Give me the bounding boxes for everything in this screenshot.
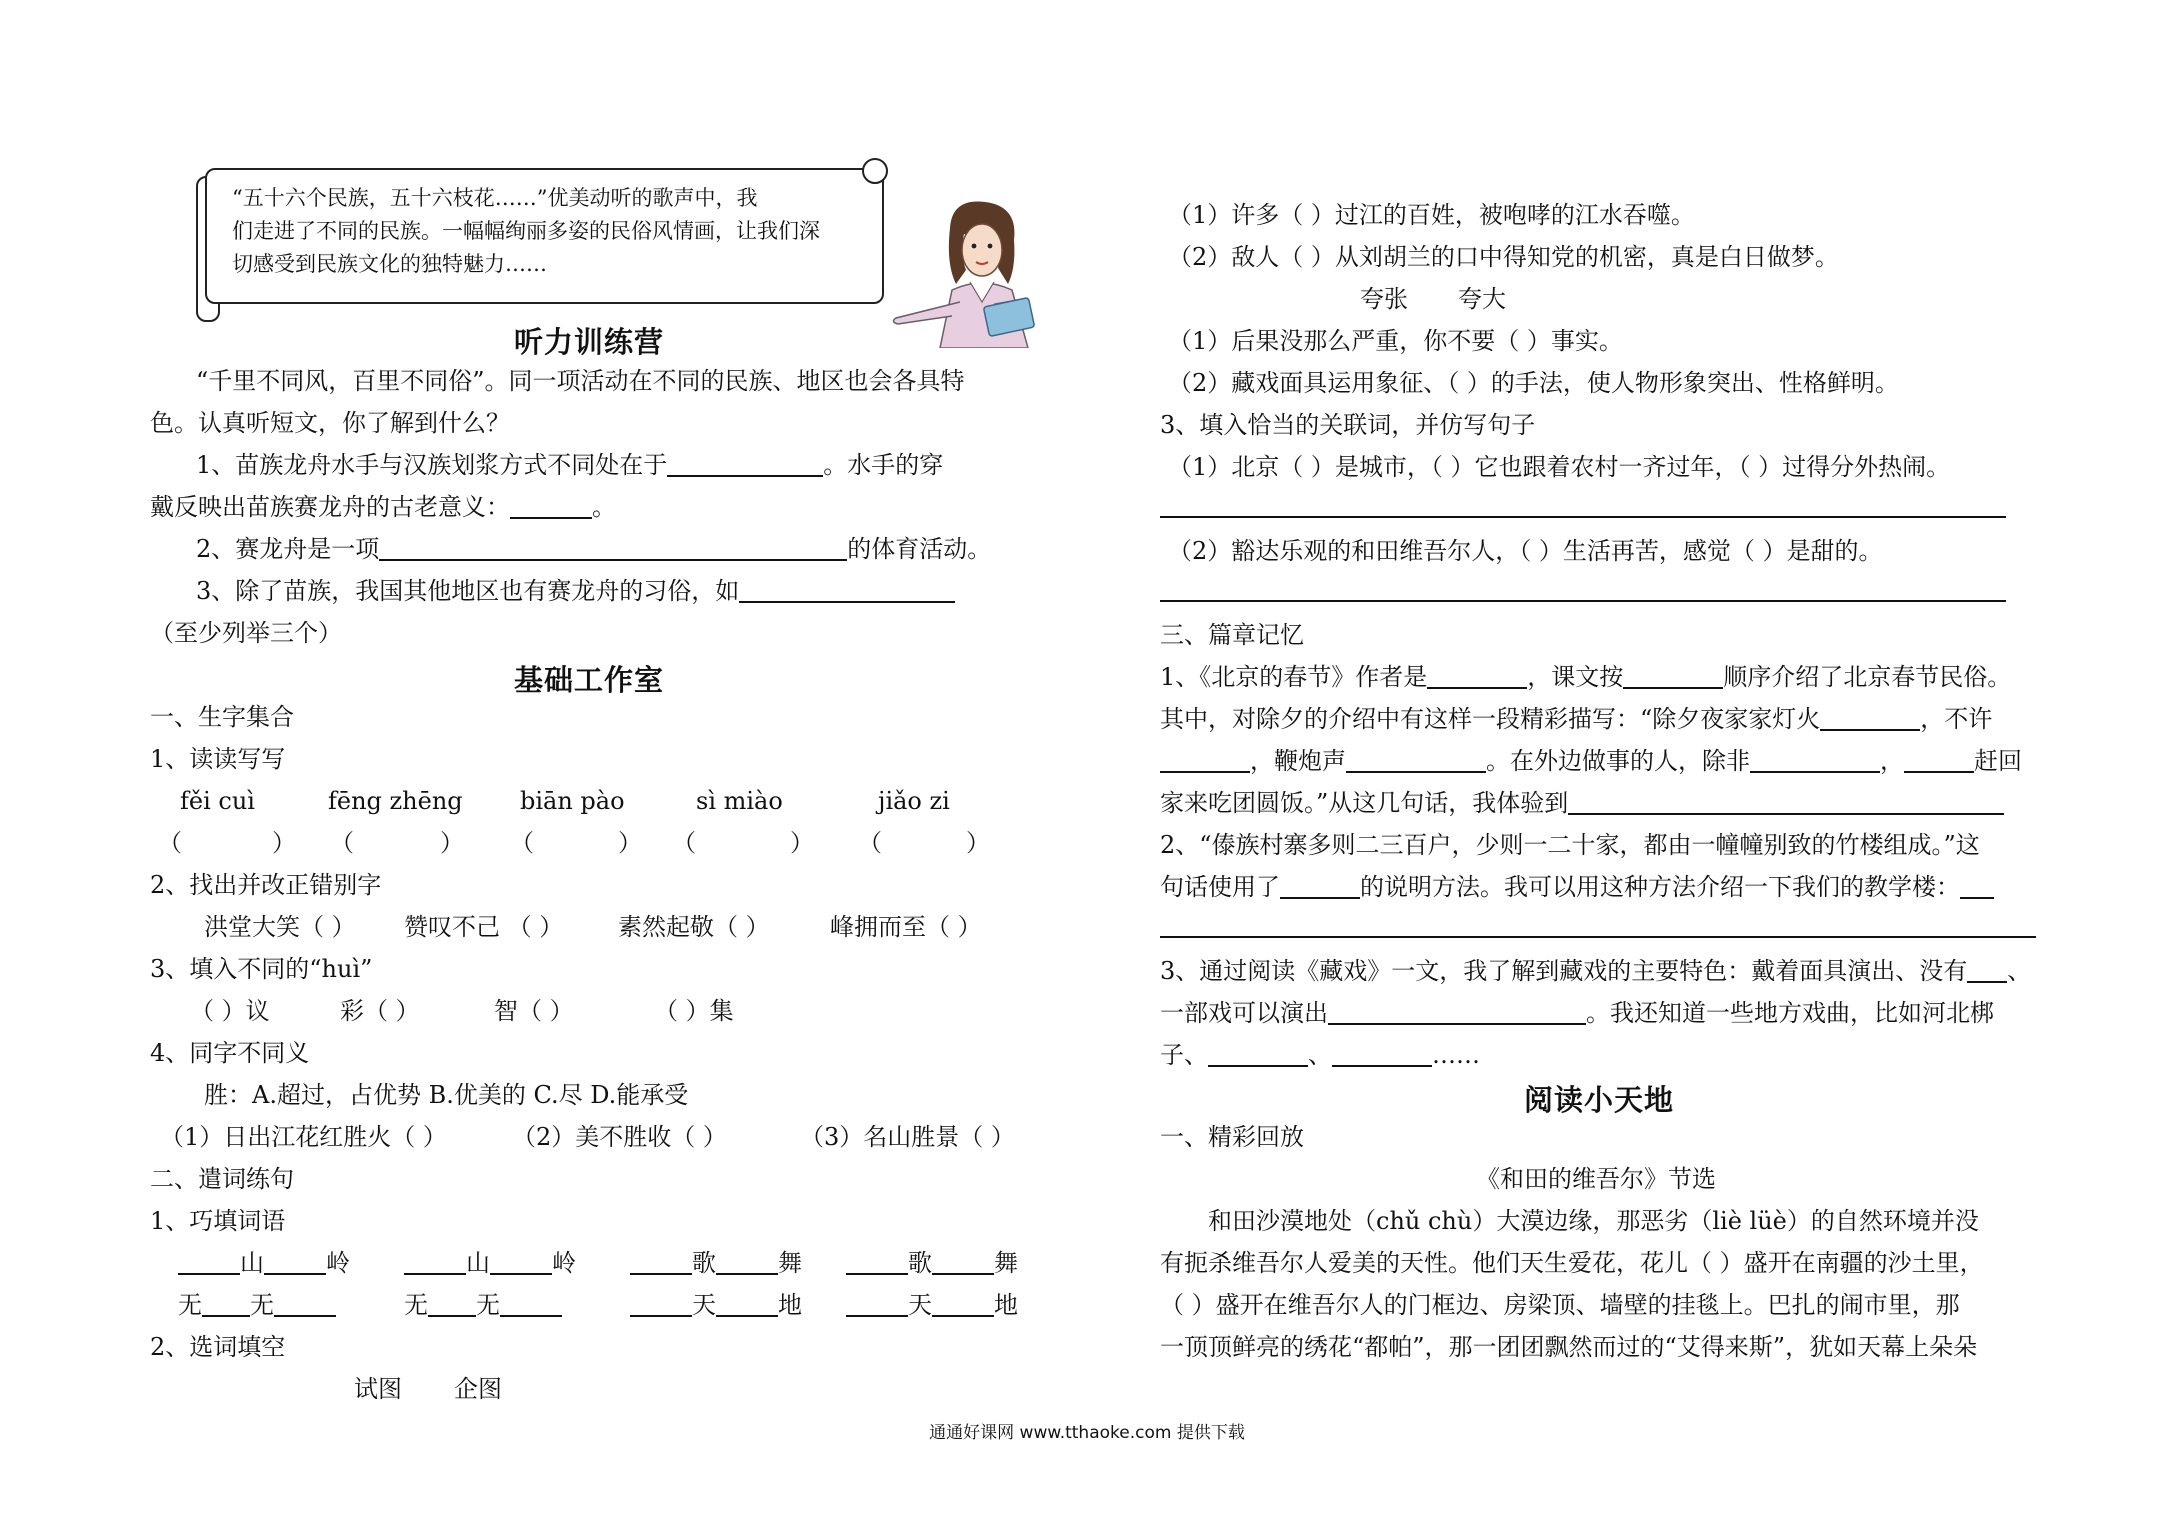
idiom-char: 无 <box>404 1291 428 1319</box>
q1-text: 。 <box>592 493 616 521</box>
listening-q1 <box>196 448 943 482</box>
answer-blank[interactable] <box>1960 871 1994 899</box>
memory-q1-cont <box>1160 744 2022 778</box>
answer-line[interactable] <box>1160 936 2036 938</box>
answer-blank[interactable] <box>274 1289 336 1317</box>
typo-item: 素然起敬（ ） <box>618 913 770 941</box>
memory-text: 、 <box>1308 1041 1332 1069</box>
answer-blank[interactable] <box>846 1289 908 1317</box>
idiom-char: 地 <box>994 1291 1018 1319</box>
idiom-char: 歌 <box>908 1249 932 1277</box>
memory-text: 其中，对除夕的介绍中有这样一段精彩描写：“除夕夜家家灯火 <box>1160 705 1821 733</box>
passage-line: （ ）盛开在维吾尔人的门框边、房梁顶、墙壁的挂毯上。巴扎的闹市里，那 <box>1160 1291 1960 1319</box>
footer-credit: 通通好课网 www.tthaoke.com 提供下载 <box>929 1423 1245 1443</box>
answer-blank[interactable] <box>932 1289 994 1317</box>
answer-line[interactable] <box>1160 516 2006 518</box>
word-choice: 试图 <box>354 1375 402 1403</box>
q1-text: 1、苗族龙舟水手与汉族划浆方式不同处在于 <box>196 451 668 479</box>
answer-blank[interactable] <box>428 1289 476 1317</box>
bracket-close: ） <box>440 829 464 857</box>
q2-text: 的体育活动。 <box>847 535 992 563</box>
answer-blank[interactable] <box>1904 745 1974 773</box>
conjunction-sentence: （2）豁达乐观的和田维吾尔人，（ ）生活再苦，感觉（ ）是甜的。 <box>1168 537 1883 565</box>
idiom-fill <box>178 1246 350 1280</box>
memory-text: 子、 <box>1160 1041 1208 1069</box>
section-heading: 一、精彩回放 <box>1160 1123 1304 1151</box>
listening-q2 <box>196 532 991 566</box>
q3-text: 3、除了苗族，我国其他地区也有赛龙舟的习俗，如 <box>196 577 740 605</box>
answer-blank[interactable] <box>1208 1039 1308 1067</box>
pinyin-item: sì miào <box>696 787 783 815</box>
choice-sentence: （2）藏戏面具运用象征、（ ）的手法，使人物形象突出、性格鲜明。 <box>1168 369 1899 397</box>
memory-text: 句话使用了 <box>1160 873 1280 901</box>
bracket-close: ） <box>618 829 642 857</box>
teacher-illustration <box>890 198 1062 348</box>
answer-blank[interactable] <box>264 1247 326 1275</box>
scroll-roll-right <box>862 158 888 184</box>
listening-title: 听力训练营 <box>514 325 665 359</box>
subsection-heading: 1、巧填词语 <box>150 1207 286 1235</box>
intro-line: 切感受到民族文化的独特魅力…… <box>232 252 547 276</box>
idiom-char: 舞 <box>778 1249 802 1277</box>
memory-q3 <box>1160 954 2031 988</box>
section-heading: 三、篇章记忆 <box>1160 621 1304 649</box>
hui-item: （ ）集 <box>654 997 734 1025</box>
idiom-char: 岭 <box>552 1249 576 1277</box>
hui-item: （ ）议 <box>190 997 270 1025</box>
listening-q3 <box>196 574 955 608</box>
memory-text: …… <box>1432 1041 1480 1069</box>
idiom-char: 山 <box>240 1249 264 1277</box>
answer-blank[interactable] <box>630 1247 692 1275</box>
memory-text: 一部戏可以演出 <box>1160 999 1328 1027</box>
idiom-char: 天 <box>692 1291 716 1319</box>
answer-blank[interactable] <box>1623 661 1723 689</box>
passage-line: 和田沙漠地处（chǔ chù）大漠边缘，那恶劣（liè lüè）的自然环境并没 <box>1208 1207 1979 1235</box>
idiom-fill <box>630 1288 802 1322</box>
idiom-char: 歌 <box>692 1249 716 1277</box>
choice-sentence: （2）敌人（ ）从刘胡兰的口中得知党的机密，真是白日做梦。 <box>1168 243 1839 271</box>
answer-blank[interactable] <box>510 491 592 519</box>
section-heading: 二、遣词练句 <box>150 1165 294 1193</box>
answer-blank[interactable] <box>630 1289 692 1317</box>
answer-blank[interactable] <box>716 1247 778 1275</box>
memory-text: ，不许 <box>1920 705 1993 733</box>
memory-q3-cont <box>1160 1038 1480 1072</box>
choice-sentence: （1）后果没那么严重，你不要（ ）事实。 <box>1168 327 1623 355</box>
memory-text: 、 <box>2007 957 2032 985</box>
bracket-close: ） <box>966 829 990 857</box>
answer-blank[interactable] <box>1346 745 1486 773</box>
subsection-heading: 4、同字不同义 <box>150 1039 310 1067</box>
bracket-open: （ <box>158 829 182 857</box>
idiom-char: 无 <box>250 1291 274 1319</box>
idiom-fill <box>630 1246 802 1280</box>
listening-intro: “千里不同风，百里不同俗”。同一项活动在不同的民族、地区也会各具特 <box>196 367 965 395</box>
answer-blank[interactable] <box>1280 871 1360 899</box>
memory-q1-cont <box>1160 702 1992 736</box>
answer-blank[interactable] <box>1820 703 1920 731</box>
listening-q1-cont <box>150 490 616 524</box>
memory-text: 1、《北京的春节》作者是 <box>1160 663 1428 691</box>
memory-text: 3、通过阅读《藏戏》一文，我了解到藏戏的主要特色：戴着面具演出、没有 <box>1160 957 1968 985</box>
answer-blank[interactable] <box>667 449 823 477</box>
bracket-open: （ <box>858 829 882 857</box>
answer-blank[interactable] <box>178 1247 240 1275</box>
answer-line[interactable] <box>1160 600 2006 602</box>
subsection-heading: 3、填入恰当的关联词，并仿写句子 <box>1160 411 1536 439</box>
q1-text: 戴反映出苗族赛龙舟的古老意义： <box>150 493 510 521</box>
sheng-item: （3）名山胜景（ ） <box>800 1123 1015 1151</box>
word-choice: 夸大 <box>1458 285 1506 313</box>
listening-q3-note: （至少列举三个） <box>150 619 342 647</box>
idiom-fill <box>846 1246 1018 1280</box>
bracket-close: ） <box>790 829 814 857</box>
word-choice: 企图 <box>454 1375 502 1403</box>
choice-sentence: （1）许多（ ）过江的百姓，被咆哮的江水吞噬。 <box>1168 201 1695 229</box>
sheng-item: （2）美不胜收（ ） <box>512 1123 727 1151</box>
answer-blank[interactable] <box>1750 745 1880 773</box>
bracket-open: （ <box>510 829 534 857</box>
answer-blank[interactable] <box>716 1289 778 1317</box>
memory-text: ，鞭炮声 <box>1250 747 1346 775</box>
hui-item: 彩（ ） <box>340 997 420 1025</box>
memory-text: ，课文按 <box>1527 663 1624 691</box>
answer-blank[interactable] <box>846 1247 908 1275</box>
excerpt-title: 《和田的维吾尔》节选 <box>1476 1165 1716 1193</box>
basics-title: 基础工作室 <box>514 663 665 697</box>
typo-item: 赞叹不己 （ ） <box>404 913 564 941</box>
sheng-item: （1）日出江花红胜火（ ） <box>160 1123 447 1151</box>
idiom-char: 天 <box>908 1291 932 1319</box>
idiom-fill <box>846 1288 1018 1322</box>
answer-blank[interactable] <box>739 575 955 603</box>
subsection-heading: 2、找出并改正错别字 <box>150 871 382 899</box>
memory-text: 赶回 <box>1974 747 2022 775</box>
typo-item: 洪堂大笑（ ） <box>204 913 356 941</box>
answer-blank[interactable] <box>379 533 847 561</box>
memory-text: ， <box>1880 747 1904 775</box>
answer-blank[interactable] <box>500 1289 562 1317</box>
idiom-char: 岭 <box>326 1249 350 1277</box>
q1-text: 。水手的穿 <box>823 451 944 479</box>
memory-text: 。我还知道一些地方戏曲，比如河北梆 <box>1586 999 1994 1027</box>
intro-text <box>232 182 872 281</box>
memory-text: 的说明方法。我可以用这种方法介绍一下我们的教学楼： <box>1360 873 1960 901</box>
subsection-heading: 1、读读写写 <box>150 745 286 773</box>
bracket-open: （ <box>672 829 696 857</box>
idiom-fill <box>404 1246 576 1280</box>
idiom-char: 舞 <box>994 1249 1018 1277</box>
answer-blank[interactable] <box>1160 745 1250 773</box>
memory-text: 。在外边做事的人，除非 <box>1486 747 1750 775</box>
idiom-fill <box>404 1288 562 1322</box>
answer-blank[interactable] <box>1967 955 2007 983</box>
conjunction-sentence: （1）北京（ ）是城市，（ ）它也跟着农村一齐过年，（ ）过得分外热闹。 <box>1168 453 1951 481</box>
reading-title: 阅读小天地 <box>1524 1083 1675 1117</box>
intro-line: “五十六个民族，五十六枝花……”优美动听的歌声中，我 <box>232 186 758 210</box>
answer-blank[interactable] <box>1328 997 1586 1025</box>
idiom-char: 无 <box>178 1291 202 1319</box>
passage-line: 有扼杀维吾尔人爱美的天性。他们天生爱花，花儿（ ）盛开在南疆的沙土里， <box>1160 1249 1984 1277</box>
bracket-open: （ <box>330 829 354 857</box>
answer-blank[interactable] <box>1568 787 2004 815</box>
idiom-char: 无 <box>476 1291 500 1319</box>
answer-blank[interactable] <box>202 1289 250 1317</box>
memory-text: 家来吃团圆饭。”从这几句话，我体验到 <box>1160 789 1569 817</box>
memory-q3-cont <box>1160 996 1994 1030</box>
word-choice: 夸张 <box>1360 285 1408 313</box>
idiom-char: 地 <box>778 1291 802 1319</box>
passage-line: 一顶顶鲜亮的绣花“都帕”，那一团团飘然而过的“艾得来斯”，犹如天幕上朵朵 <box>1160 1333 1978 1361</box>
bracket-close: ） <box>272 829 296 857</box>
subsection-heading: 3、填入不同的“huì” <box>150 955 373 983</box>
idiom-fill <box>178 1288 336 1322</box>
answer-blank[interactable] <box>1427 661 1527 689</box>
idiom-char: 山 <box>466 1249 490 1277</box>
memory-q2: 2、“傣族村寨多则二三百户，少则一二十家，都由一幢幢别致的竹楼组成。”这 <box>1160 831 1980 859</box>
memory-q2-cont <box>1160 870 1994 904</box>
subsection-heading: 2、选词填空 <box>150 1333 286 1361</box>
sheng-definitions: 胜：A.超过，占优势 B.优美的 C.尽 D.能承受 <box>204 1081 689 1109</box>
pinyin-item: jiǎo zi <box>878 787 950 815</box>
answer-blank[interactable] <box>490 1247 552 1275</box>
pinyin-item: fēng zhēng <box>328 787 463 815</box>
answer-blank[interactable] <box>404 1247 466 1275</box>
intro-line: 们走进了不同的民族。一幅幅绚丽多姿的民俗风情画，让我们深 <box>232 219 820 243</box>
typo-item: 峰拥而至（ ） <box>830 913 982 941</box>
section-heading: 一、生字集合 <box>150 703 294 731</box>
answer-blank[interactable] <box>1332 1039 1432 1067</box>
pinyin-item: biān pào <box>520 787 625 815</box>
listening-intro: 色。认真听短文，你了解到什么？ <box>150 409 510 437</box>
q2-text: 2、赛龙舟是一项 <box>196 535 380 563</box>
hui-item: 智（ ） <box>494 997 574 1025</box>
memory-q1 <box>1160 660 2011 694</box>
pinyin-item: fěi cuì <box>180 787 255 815</box>
memory-text: 顺序介绍了北京春节民俗。 <box>1723 663 2012 691</box>
answer-blank[interactable] <box>932 1247 994 1275</box>
memory-q1-cont <box>1160 786 2004 820</box>
